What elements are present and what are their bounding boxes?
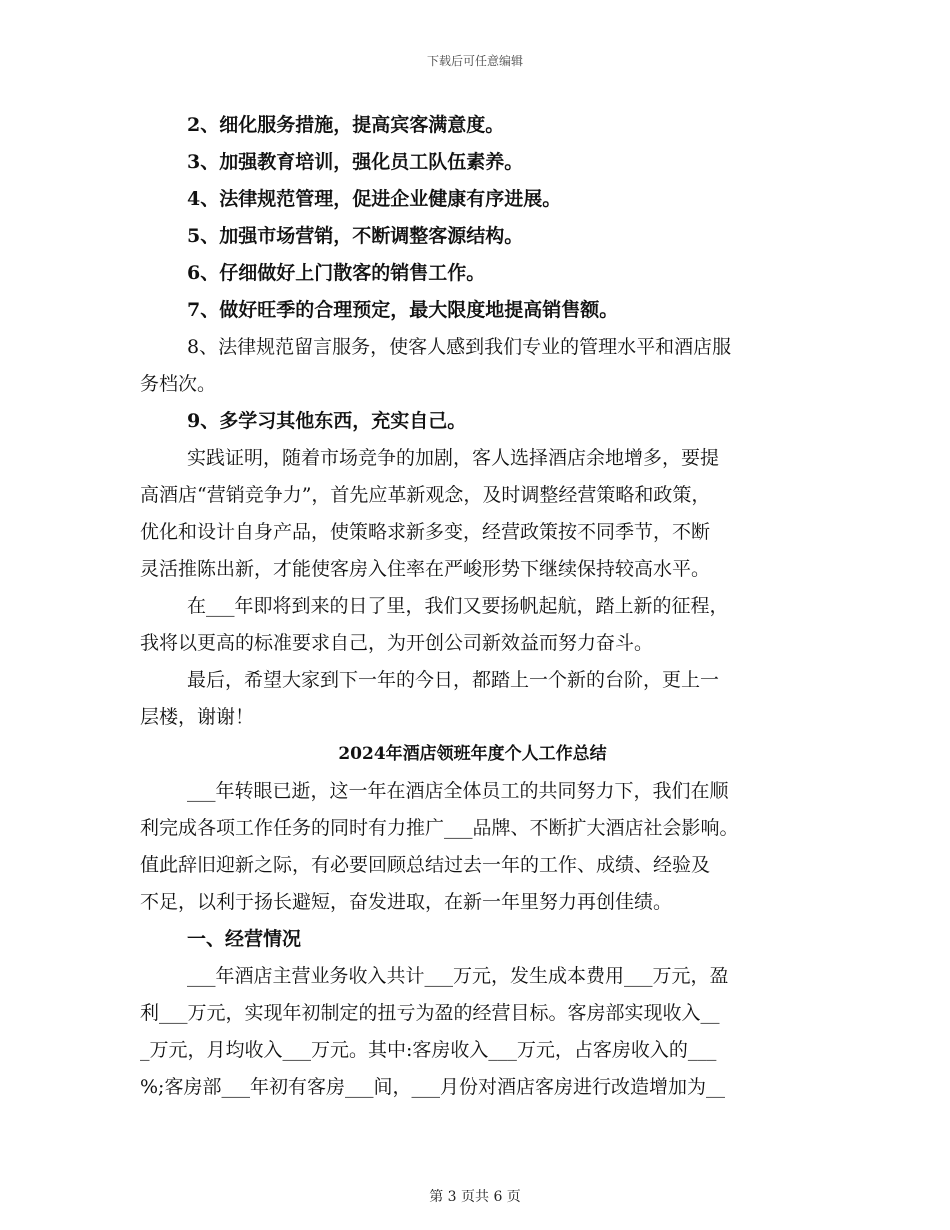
paragraph-line: 在___年即将到来的日了里，我们又要扬帆起航，踏上新的征程， xyxy=(187,595,729,617)
paragraph-line: _万元，月均收入___万元。其中:客房收入___万元，占客房收入的___ xyxy=(140,1039,717,1061)
paragraph-line: 灵活推陈出新，才能使客房入住率在严峻形势下继续保持较高水平。 xyxy=(140,558,711,580)
list-item-9: 9、多学习其他东西，充实自己。 xyxy=(187,410,467,432)
list-item: 3、加强教育培训，强化员工队伍素养。 xyxy=(187,151,524,173)
paragraph-line: 利完成各项工作任务的同时有力推广___品牌、不断扩大酒店社会影响。 xyxy=(140,817,739,839)
list-item: 7、做好旺季的合理预定，最大限度地提高销售额。 xyxy=(187,299,619,321)
list-item-8-line-1: 8、法律规范留言服务，使客人感到我们专业的管理水平和酒店服 xyxy=(187,336,732,358)
paragraph-line: 利___万元，实现年初制定的扭亏为盈的经营目标。客房部实现收入__ xyxy=(140,1002,720,1024)
paragraph-line: ___年酒店主营业务收入共计___万元，发生成本费用___万元，盈 xyxy=(187,965,729,987)
paragraph-line: 值此辞旧迎新之际，有必要回顾总结过去一年的工作、成绩、经验及 xyxy=(140,854,711,876)
list-item: 2、细化服务措施，提高宾客满意度。 xyxy=(187,114,505,136)
paragraph-line: 最后，希望大家到下一年的今日，都踏上一个新的台阶，更上一 xyxy=(187,669,720,691)
heading-business-status: 一、经营情况 xyxy=(187,928,302,950)
page-footer: 第 3 页共 6 页 xyxy=(429,1189,521,1205)
section-title: 2024年酒店领班年度个人工作总结 xyxy=(338,744,607,764)
paragraph-line: 不足，以利于扬长避短，奋发进取，在新一年里努力再创佳绩。 xyxy=(140,891,673,913)
document-body xyxy=(140,112,805,1111)
paragraph-line: 实践证明，随着市场竞争的加剧，客人选择酒店余地增多，要提 xyxy=(187,447,720,469)
paragraph-line: %;客房部___年初有客房___间，___月份对酒店客房进行改造增加为__ xyxy=(140,1076,725,1098)
list-item-8-line-2: 务档次。 xyxy=(140,373,217,395)
paragraph-line: 高酒店“营销竞争力”，首先应革新观念，及时调整经营策略和政策， xyxy=(140,484,711,506)
paragraph-line: 层楼，谢谢！ xyxy=(140,706,255,728)
paragraph-line: ___年转眼已逝，这一年在酒店全体员工的共同努力下，我们在顺 xyxy=(187,780,729,802)
list-item: 6、仔细做好上门散客的销售工作。 xyxy=(187,262,486,284)
paragraph-line: 我将以更高的标准要求自己，为开创公司新效益而努力奋斗。 xyxy=(140,632,654,654)
list-item: 5、加强市场营销，不断调整客源结构。 xyxy=(187,225,524,247)
list-item: 4、法律规范管理，促进企业健康有序进展。 xyxy=(187,188,562,210)
paragraph-line: 优化和设计自身产品，使策略求新多变，经营政策按不同季节，不断 xyxy=(140,521,711,543)
page-header: 下载后可任意编辑 xyxy=(426,54,523,68)
